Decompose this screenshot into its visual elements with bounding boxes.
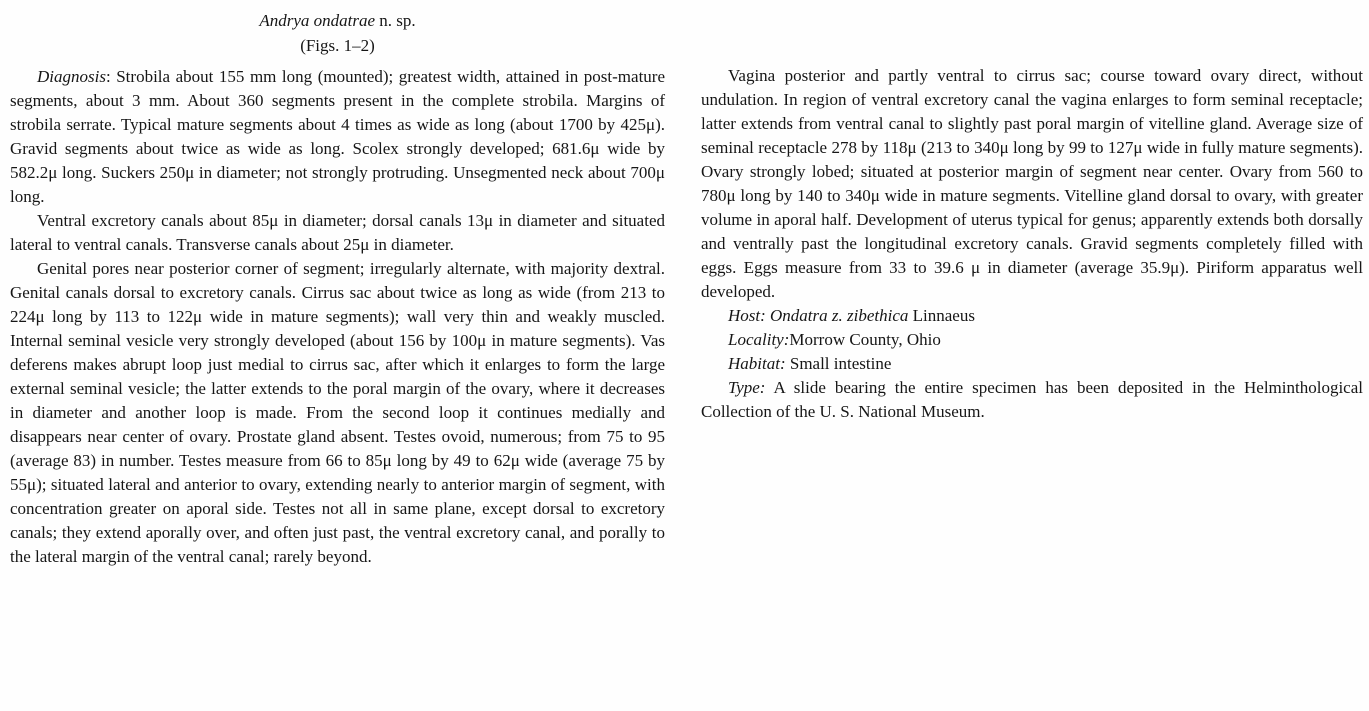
paragraph	[701, 352, 1363, 376]
two-column-layout	[10, 8, 1363, 569]
text-run: : Strobila about 155 mm long (mounted); greatest width, attained in post-mature segments, about 3 mm. About 360 segments present in the complete strobila. Margins of strobila serrate. Typical mature segments about 4 times as wide as long (about 1700 by 425μ). Gravid segments about twice as wide as long. Scolex strongly developed; 681.6μ wide by 582.2μ long. Suckers 250μ in diameter; not strongly protruding. Unsegmented neck about 700μ long.	[10, 67, 665, 206]
italic-text-run: Diagnosis	[37, 67, 106, 86]
italic-text-run: Host: Ondatra z. zibethica	[728, 306, 909, 325]
text-run: Vagina posterior and partly ventral to cirrus sac; course toward ovary direct, without undulation. In region of ventral excretory canal the vagina enlarges to form seminal receptacle; latter extends from ventral canal to slightly past poral margin of vitelline gland. Average size of seminal receptacle 278 by 118μ (213 to 340μ long by 99 to 127μ wide in fully mature segments). Ovary strongly lobed; situated at posterior margin of segment near center. Ovary from 560 to 780μ long by 140 to 340μ wide in mature segments. Vitelline gland dorsal to ovary, with greater volume in aporal half. Development of uterus typical for genus; apparently extends both dorsally and ventrally past the longitudinal excretory canals. Gravid segments completely filled with eggs. Eggs measure from 33 to 39.6 μ in diameter (average 35.9μ). Piriform apparatus well developed.	[701, 66, 1363, 301]
italic-text-run: Locality:	[728, 330, 790, 349]
paragraph	[701, 328, 1363, 352]
text-run: Ventral excretory canals about 85μ in diameter; dorsal canals 13μ in diameter and situated lateral to ventral canals. Transverse canals about 25μ in diameter.	[10, 211, 665, 254]
text-run: Morrow County, Ohio	[789, 330, 941, 349]
species-title	[10, 8, 665, 33]
paragraph	[701, 64, 1363, 304]
paragraph	[701, 304, 1363, 328]
paragraph	[10, 209, 665, 257]
italic-text-run: Type:	[728, 378, 766, 397]
text-run: Linnaeus	[908, 306, 975, 325]
text-run: A slide bearing the entire specimen has been deposited in the Helminthological Collection of the U. S. National Museum.	[701, 378, 1363, 421]
text-run: Genital pores near posterior corner of segment; irregularly alternate, with majority dextral. Genital canals dorsal to excretory canals. Cirrus sac about twice as long as wide (from 213 to 224μ long by 113 to 122μ wide in mature segments); wall very thin and weakly muscled. Internal seminal vesicle very strongly developed (about 156 by 100μ in mature segments). Vas deferens makes abrupt loop just medial to cirrus sac, after which it enlarges to form the large external seminal vesicle; the latter extends to the poral margin of the ovary, where it decreases in diameter and another loop is made. From the second loop it continues medially and disappears near center of ovary. Prostate gland absent. Testes ovoid, numerous; from 75 to 95 (average 83) in number. Testes measure from 66 to 85μ long by 49 to 62μ wide (average 75 by 55μ); situated lateral and anterior to ovary, extending nearly to anterior margin of segment, with concentration greater on aporal side. Testes not all in same plane, except dorsal to excretory canals; they extend aporally over, and often just past, the ventral excretory canal, and porally to the lateral margin of the ventral canal; rarely beyond.	[10, 259, 665, 566]
text-run: n. sp.	[375, 11, 416, 30]
text-run: Small intestine	[785, 354, 892, 373]
italic-text-run: Andrya ondatrae	[259, 11, 376, 30]
left-column	[10, 8, 665, 569]
section-title	[10, 8, 665, 58]
paragraph	[10, 65, 665, 209]
paragraph	[10, 257, 665, 569]
text-run: (Figs. 1–2)	[300, 36, 375, 55]
paragraph	[701, 376, 1363, 424]
right-column	[701, 8, 1363, 569]
italic-text-run: Habitat:	[728, 354, 786, 373]
figure-reference	[10, 33, 665, 58]
